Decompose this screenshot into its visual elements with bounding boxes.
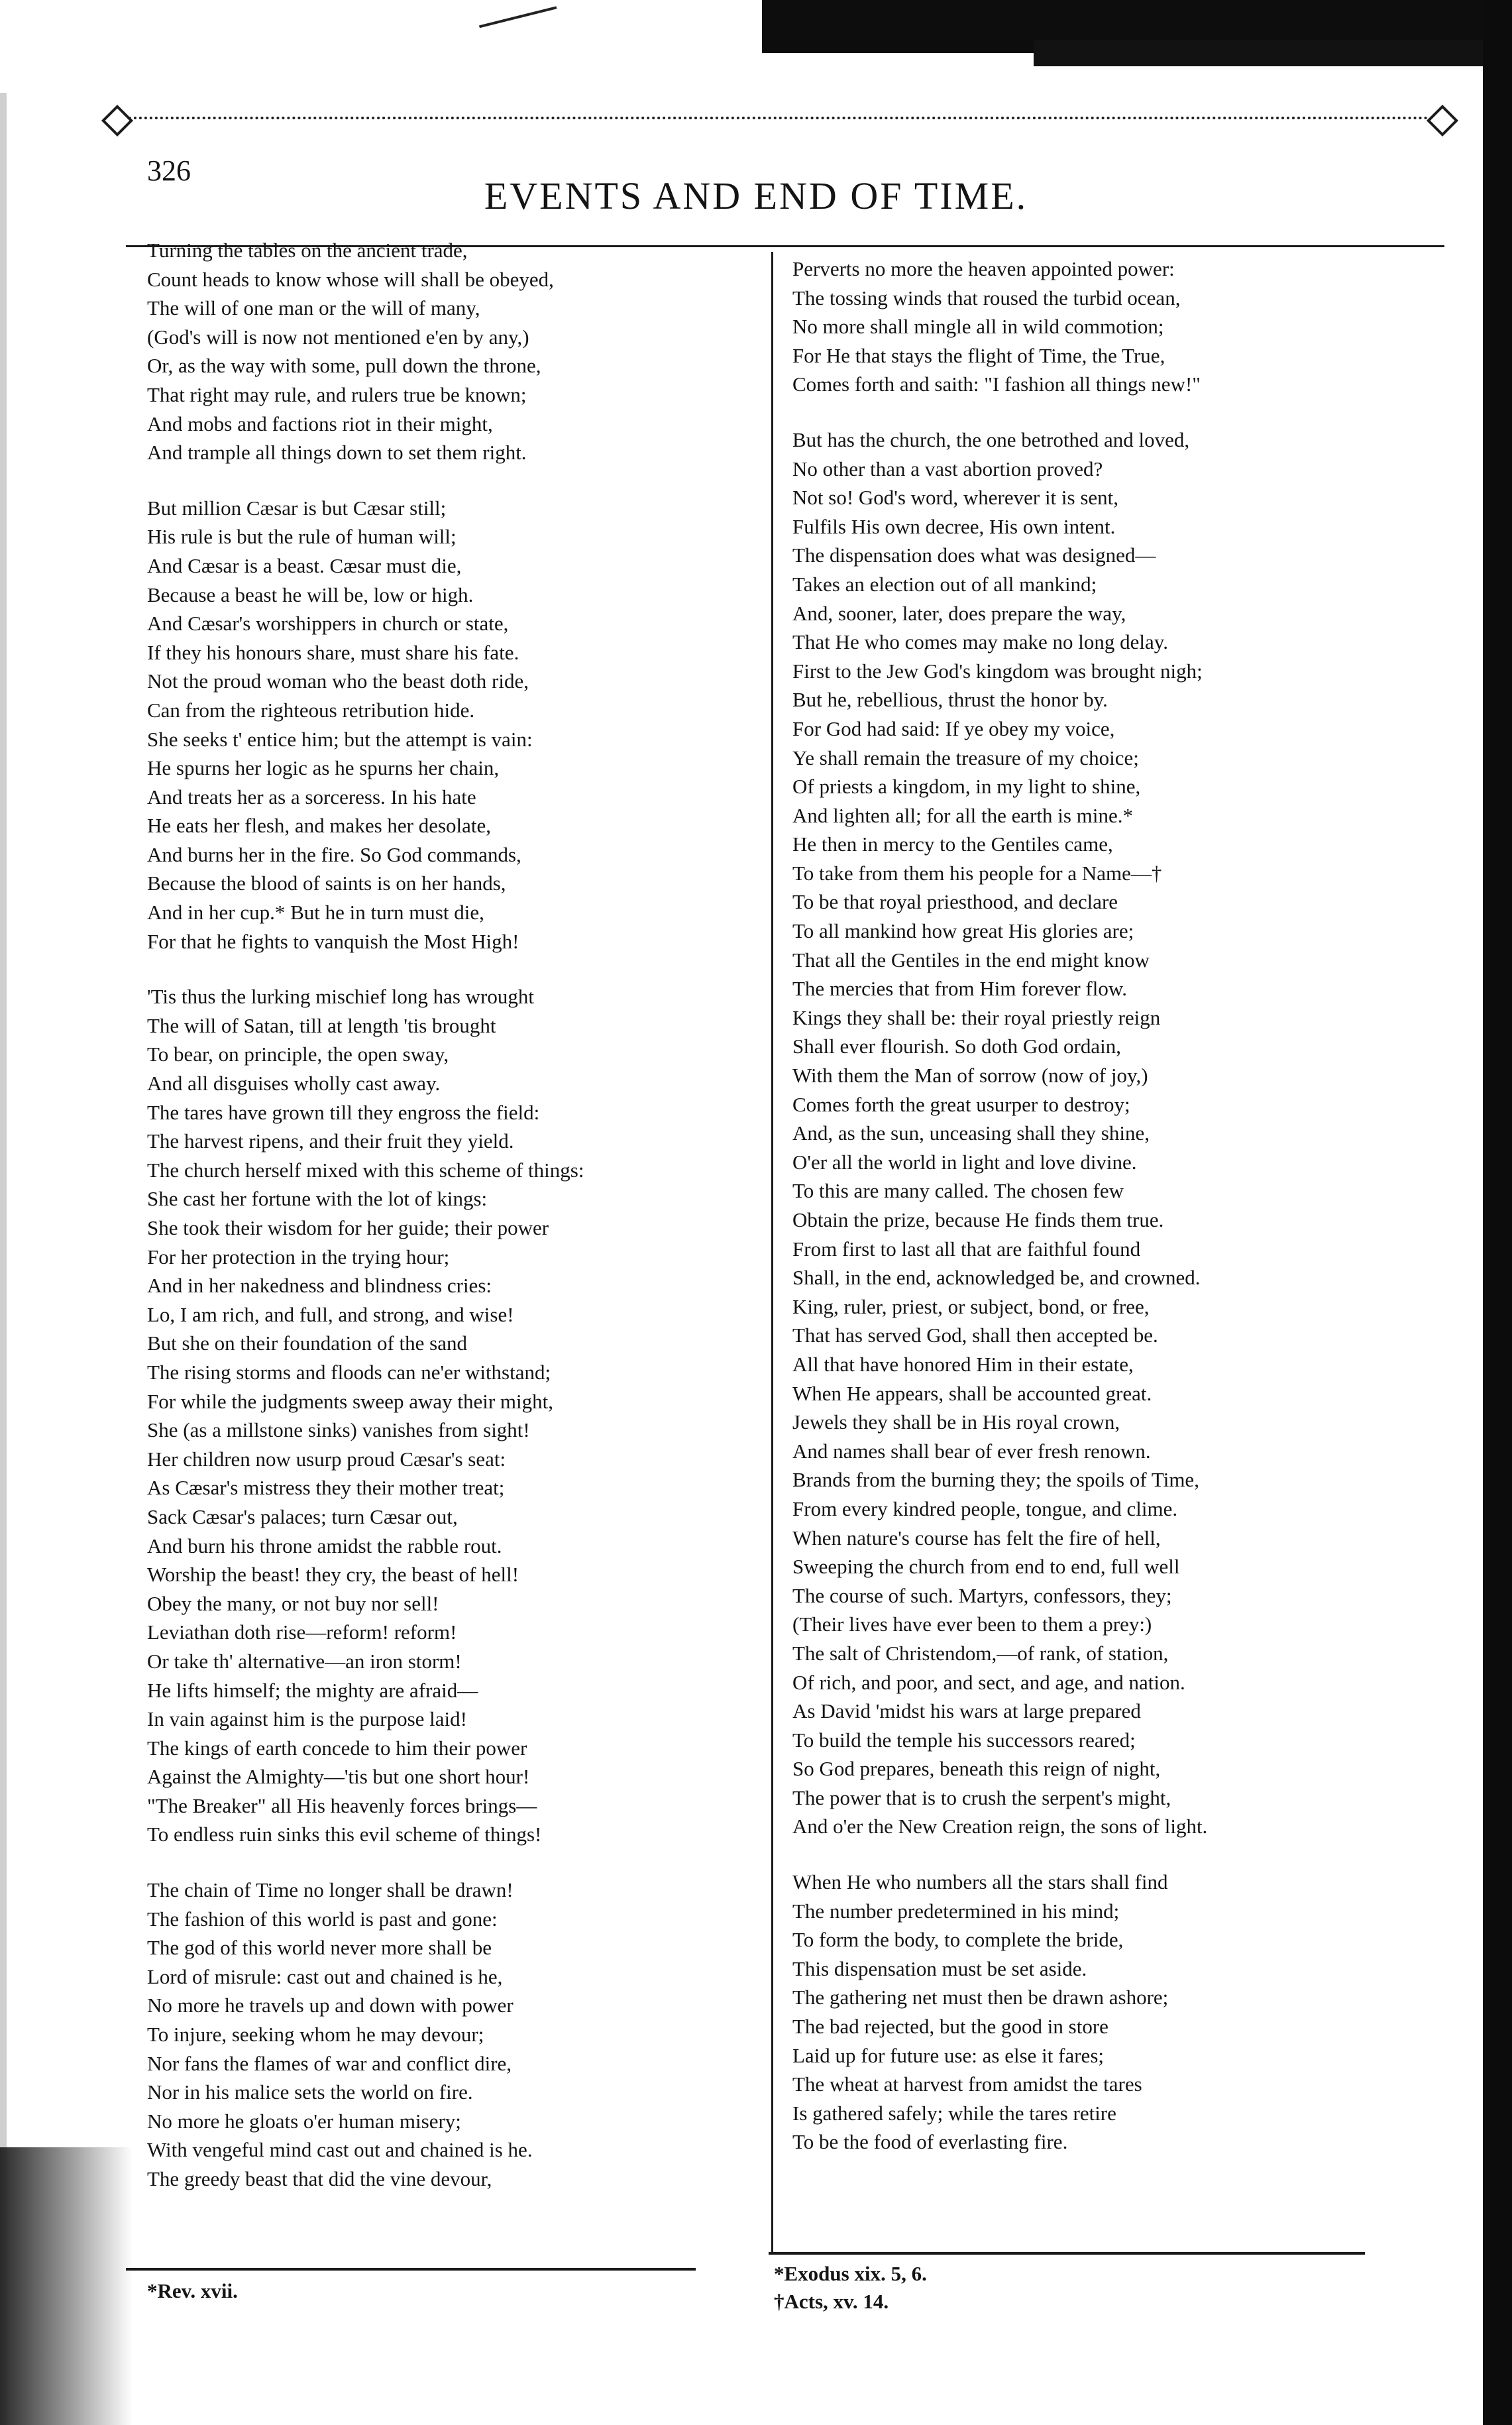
verse-line: And lighten all; for all the earth is mine.* — [792, 803, 1133, 827]
verse-line: The kings of earth concede to him their power — [147, 1736, 527, 1760]
verse-line: First to the Jew God's kingdom was brought nigh; — [792, 659, 1203, 683]
verse-line: The gathering net must then be drawn ashore; — [792, 1986, 1169, 2009]
verse-line: That all the Gentiles in the end might know — [792, 948, 1150, 972]
verse-line: The power that is to crush the serpent's might, — [792, 1785, 1171, 1809]
verse-line: The fashion of this world is past and gone: — [147, 1907, 498, 1931]
verse-line: To injure, seeking whom he may devour; — [147, 2023, 484, 2047]
verse-line: He then in mercy to the Gentiles came, — [792, 832, 1113, 856]
verse-line: Fulfils His own decree, His own intent. — [792, 514, 1116, 538]
verse-line: Laid up for future use: as else it fares; — [792, 2043, 1104, 2067]
scan-pen-mark — [477, 0, 557, 28]
verse-line: When nature's course has felt the fire of hell, — [792, 1526, 1161, 1550]
verse-line: She (as a millstone sinks) vanishes from sight! — [147, 1418, 530, 1442]
verse-line: Not the proud woman who the beast doth ride, — [147, 669, 529, 693]
verse-line: To be the food of everlasting fire. — [792, 2130, 1068, 2154]
verse-line: The tares have grown till they engross the field: — [147, 1100, 540, 1124]
verse-line: And treats her as a sorceress. In his hate — [147, 785, 476, 809]
verse-line: Of rich, and poor, and sect, and age, and nation. — [792, 1670, 1185, 1694]
verse-line: The church herself mixed with this scheme of things: — [147, 1158, 584, 1182]
verse-line: To this are many called. The chosen few — [792, 1179, 1124, 1203]
ornament-left-icon — [101, 105, 133, 137]
verse-line: The will of one man or the will of many, — [147, 296, 480, 320]
verse-line: That right may rule, and rulers true be known; — [147, 382, 527, 406]
verse-line: Lord of misrule: cast out and chained is he, — [147, 1964, 503, 1988]
verse-line: Because a beast he will be, low or high. — [147, 583, 474, 606]
stanza — [147, 1876, 796, 2194]
verse-line: With them the Man of sorrow (now of joy,) — [792, 1064, 1148, 1088]
verse-line: But has the church, the one betrothed and loved, — [792, 427, 1190, 451]
verse-line: Because the blood of saints is on her hands, — [147, 872, 506, 895]
verse-line: Obtain the prize, because He finds them true. — [792, 1208, 1164, 1231]
footnote-rule-left — [126, 2268, 696, 2271]
running-head: EVENTS AND END OF TIME. — [484, 174, 1028, 217]
verse-line: Sack Cæsar's palaces; turn Cæsar out, — [147, 1504, 458, 1528]
verse-line: The mercies that from Him forever flow. — [792, 977, 1127, 1001]
stanza — [792, 254, 1442, 399]
verse-line: 'Tis thus the lurking mischief long has wrought — [147, 985, 534, 1009]
stanza — [147, 982, 796, 1849]
verse-line: And names shall bear of ever fresh renown. — [792, 1439, 1151, 1463]
verse-line: No more shall mingle all in wild commotion; — [792, 315, 1164, 339]
verse-line: Count heads to know whose will shall be obeyed, — [147, 267, 554, 291]
verse-line: Is gathered safely; while the tares retire — [792, 2101, 1116, 2125]
verse-line: For that he fights to vanquish the Most High! — [147, 929, 519, 953]
left-column — [147, 236, 796, 2220]
verse-line: Leviathan doth rise—reform! reform! — [147, 1620, 457, 1644]
verse-line: And in her cup.* But he in turn must die, — [147, 901, 484, 925]
verse-line: And all disguises wholly cast away. — [147, 1072, 441, 1096]
verse-line: To form the body, to complete the bride, — [792, 1928, 1124, 1952]
stanza — [792, 425, 1442, 1841]
verse-line: Or, as the way with some, pull down the throne, — [147, 354, 541, 378]
verse-line: And in her nakedness and blindness cries: — [147, 1274, 492, 1298]
verse-line: Jewels they shall be in His royal crown, — [792, 1410, 1120, 1434]
verse-line: To build the temple his successors reared; — [792, 1728, 1136, 1752]
verse-line: Nor in his malice sets the world on fire. — [147, 2080, 473, 2104]
verse-line: When He who numbers all the stars shall find — [792, 1870, 1168, 1894]
verse-line: Of priests a kingdom, in my light to shine, — [792, 775, 1141, 799]
verse-line: "The Breaker" all His heavenly forces brings— — [147, 1793, 537, 1817]
right-column — [792, 254, 1442, 2183]
scan-left-edge — [0, 93, 7, 2425]
verse-line: From first to last all that are faithful found — [792, 1237, 1141, 1261]
verse-line: For God had said: If ye obey my voice, — [792, 716, 1115, 740]
verse-line: The harvest ripens, and their fruit they yield. — [147, 1129, 514, 1153]
verse-line: When He appears, shall be accounted great. — [792, 1381, 1152, 1405]
footnote-right-2: †Acts, xv. 14. — [774, 2290, 889, 2313]
verse-line: And burns her in the fire. So God commands, — [147, 842, 521, 866]
verse-line: If they his honours share, must share his fate. — [147, 640, 519, 664]
verse-line: To endless ruin sinks this evil scheme of things! — [147, 1823, 542, 1846]
verse-line: As David 'midst his wars at large prepared — [792, 1699, 1141, 1723]
verse-line: That has served God, shall then accepted be. — [792, 1324, 1158, 1347]
verse-line: The rising storms and floods can ne'er withstand; — [147, 1360, 551, 1384]
verse-line: The dispensation does what was designed— — [792, 543, 1156, 567]
verse-line: The will of Satan, till at length 'tis brought — [147, 1013, 496, 1037]
verse-line: He lifts himself; the mighty are afraid— — [147, 1678, 478, 1702]
verse-line: Can from the righteous retribution hide. — [147, 698, 475, 722]
verse-line: Lo, I am rich, and full, and strong, and wise! — [147, 1302, 514, 1326]
verse-line: And, sooner, later, does prepare the way, — [792, 601, 1126, 625]
verse-line: And trample all things down to set them right. — [147, 441, 527, 465]
verse-line: The bad rejected, but the good in store — [792, 2015, 1108, 2039]
verse-line: Comes forth the great usurper to destroy; — [792, 1092, 1130, 1116]
verse-line: And, as the sun, unceasing shall they shine, — [792, 1121, 1150, 1145]
verse-line: His rule is but the rule of human will; — [147, 525, 457, 549]
scan-top-edge — [0, 0, 1512, 73]
verse-line: (God's will is now not mentioned e'en by any,) — [147, 325, 529, 349]
stanza — [792, 1868, 1442, 2157]
verse-line: (Their lives have ever been to them a prey:) — [792, 1612, 1152, 1636]
verse-line: King, ruler, priest, or subject, bond, or free, — [792, 1294, 1150, 1318]
scan-dark-band — [1034, 40, 1512, 66]
verse-line: But she on their foundation of the sand — [147, 1331, 467, 1355]
scan-binding-shadow — [0, 2147, 133, 2425]
verse-line: Perverts no more the heaven appointed power: — [792, 257, 1175, 280]
verse-line: She took their wisdom for her guide; their power — [147, 1216, 549, 1239]
verse-line: Brands from the burning they; the spoils of Time, — [792, 1468, 1199, 1492]
verse-line: No more he travels up and down with power — [147, 1994, 513, 2017]
verse-line: She seeks t' entice him; but the attempt is vain: — [147, 727, 533, 751]
verse-line: Shall, in the end, acknowledged be, and crowned. — [792, 1266, 1201, 1290]
verse-line: He spurns her logic as he spurns her chain, — [147, 756, 500, 780]
verse-line: Her children now usurp proud Cæsar's seat: — [147, 1447, 506, 1471]
verse-line: So God prepares, beneath this reign of night, — [792, 1757, 1161, 1781]
verse-line: Not so! God's word, wherever it is sent, — [792, 486, 1119, 510]
verse-line: No other than a vast abortion proved? — [792, 457, 1103, 480]
stanza — [147, 236, 796, 467]
verse-line: Or take th' alternative—an iron storm! — [147, 1649, 462, 1673]
verse-line: And mobs and factions riot in their might, — [147, 412, 493, 435]
verse-line: The tossing winds that roused the turbid ocean, — [792, 286, 1181, 310]
verse-line: Sweeping the church from end to end, full well — [792, 1555, 1180, 1579]
verse-line: She cast her fortune with the lot of kings: — [147, 1187, 488, 1211]
verse-line: The greedy beast that did the vine devour, — [147, 2167, 492, 2190]
verse-line: The number predetermined in his mind; — [792, 1899, 1120, 1923]
verse-line: That He who comes may make no long delay. — [792, 630, 1169, 654]
verse-line: Worship the beast! they cry, the beast of hell! — [147, 1563, 519, 1587]
verse-line: No more he gloats o'er human misery; — [147, 2109, 461, 2133]
verse-line: The wheat at harvest from amidst the tares — [792, 2072, 1142, 2096]
footnote-left: *Rev. xvii. — [147, 2279, 238, 2302]
verse-line: The chain of Time no longer shall be drawn! — [147, 1878, 513, 1902]
verse-line: For while the judgments sweep away their might, — [147, 1389, 553, 1413]
verse-line: Ye shall remain the treasure of my choice; — [792, 746, 1139, 769]
verse-line: This dispensation must be set aside. — [792, 1956, 1087, 1980]
verse-line: For He that stays the flight of Time, the True, — [792, 343, 1165, 367]
verse-line: And burn his throne amidst the rabble rout. — [147, 1534, 502, 1557]
verse-line: From every kindred people, tongue, and clime. — [792, 1496, 1178, 1520]
verse-line: Turning the tables on the ancient trade, — [147, 239, 468, 262]
verse-line: In vain against him is the purpose laid! — [147, 1707, 467, 1731]
verse-line: But million Cæsar is but Cæsar still; — [147, 496, 447, 520]
verse-line: Shall ever flourish. So doth God ordain, — [792, 1035, 1121, 1058]
verse-line: And o'er the New Creation reign, the sons of light. — [792, 1815, 1208, 1838]
verse-line: And Cæsar's worshippers in church or state, — [147, 612, 509, 636]
verse-line: Against the Almighty—'tis but one short hour! — [147, 1765, 530, 1789]
verse-line: To take from them his people for a Name—† — [792, 861, 1162, 885]
verse-line: Nor fans the flames of war and conflict dire, — [147, 2051, 512, 2075]
verse-line: For her protection in the trying hour; — [147, 1245, 450, 1269]
verse-line: As Cæsar's mistress they their mother treat; — [147, 1476, 505, 1500]
verse-line: Kings they shall be: their royal priestly reign — [792, 1005, 1161, 1029]
verse-line: To all mankind how great His glories are; — [792, 919, 1134, 943]
verse-line: With vengeful mind cast out and chained is he. — [147, 2138, 533, 2162]
ornamental-rule — [113, 117, 1444, 126]
verse-line: The god of this world never more shall be — [147, 1936, 492, 1960]
ornament-right-icon — [1427, 105, 1458, 137]
verse-line: Comes forth and saith: "I fashion all things new!" — [792, 372, 1201, 396]
verse-line: Takes an election out of all mankind; — [792, 572, 1097, 596]
scan-right-edge — [1483, 0, 1512, 2425]
verse-line: He eats her flesh, and makes her desolate, — [147, 814, 492, 838]
footnote-right-1: *Exodus xix. 5, 6. — [774, 2262, 927, 2285]
footnote-rule-right — [769, 2252, 1365, 2255]
verse-line: All that have honored Him in their estate, — [792, 1352, 1134, 1376]
page-number: 326 — [147, 154, 191, 187]
verse-line: And Cæsar is a beast. Cæsar must die, — [147, 553, 462, 577]
verse-line: O'er all the world in light and love divine. — [792, 1150, 1137, 1174]
stanza — [147, 494, 796, 956]
verse-line: The course of such. Martyrs, confessors, they; — [792, 1583, 1172, 1607]
verse-line: But he, rebellious, thrust the honor by. — [792, 688, 1108, 712]
verse-line: To bear, on principle, the open sway, — [147, 1043, 449, 1066]
verse-line: The salt of Christendom,—of rank, of station, — [792, 1641, 1169, 1665]
verse-line: To be that royal priesthood, and declare — [792, 890, 1118, 914]
verse-line: Obey the many, or not buy nor sell! — [147, 1591, 439, 1615]
